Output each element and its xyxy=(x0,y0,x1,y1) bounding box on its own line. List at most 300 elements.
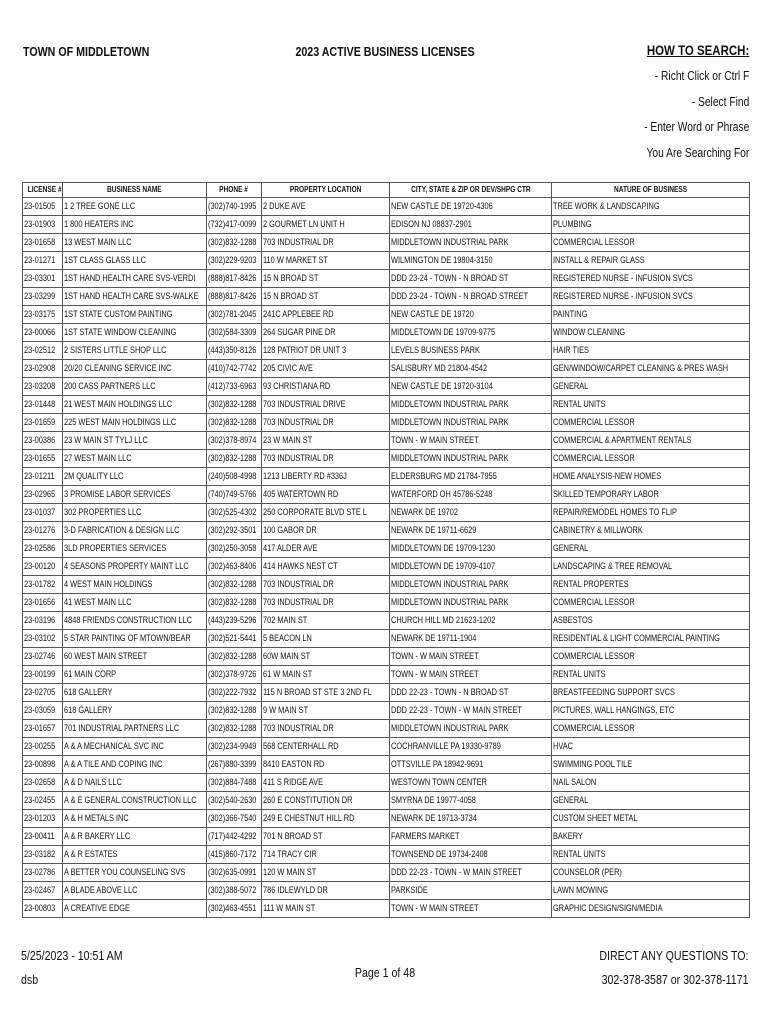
business-name-cell: 27 WEST MAIN LLC xyxy=(63,450,207,468)
business-name-cell: A & R ESTATES xyxy=(63,846,207,864)
phone-number-cell: (302)832-1288 xyxy=(207,576,262,594)
report-title: 2023 ACTIVE BUSINESS LICENSES xyxy=(295,44,475,59)
how-to-search-title: HOW TO SEARCH: xyxy=(646,42,749,58)
property-location-cell: 100 GABOR DR xyxy=(262,522,390,540)
property-location-cell: 417 ALDER AVE xyxy=(262,540,390,558)
phone-number-cell: (302)463-8406 xyxy=(207,558,262,576)
property-location-cell: 93 CHRISTIANA RD xyxy=(262,378,390,396)
business-name-cell: 2M QUALITY LLC xyxy=(63,468,207,486)
table-row xyxy=(23,630,750,648)
property-location-cell: 2 GOURMET LN UNIT H xyxy=(262,216,390,234)
nature-of-business-cell: PLUMBING xyxy=(552,216,750,234)
table-body xyxy=(23,198,750,918)
license-number-cell: 23-01211 xyxy=(23,468,63,486)
property-location-cell: 703 INDUSTRIAL DR xyxy=(262,720,390,738)
table-row xyxy=(23,792,750,810)
table-row xyxy=(23,234,750,252)
business-name-cell: 4848 FRIENDS CONSTRUCTION LLC xyxy=(63,612,207,630)
business-name-cell: A & R BAKERY LLC xyxy=(63,828,207,846)
phone-number-cell: (410)742-7742 xyxy=(207,360,262,378)
business-name-cell: A & D NAILS LLC xyxy=(63,774,207,792)
nature-of-business-cell: COMMERCIAL LESSOR xyxy=(552,450,750,468)
table-row xyxy=(23,396,750,414)
nature-of-business-cell: HAIR TIES xyxy=(552,342,750,360)
city-state-zip-cell: WESTOWN TOWN CENTER xyxy=(390,774,552,792)
table-row xyxy=(23,288,750,306)
property-location-cell: 405 WATERTOWN RD xyxy=(262,486,390,504)
phone-number-cell: (302)832-1288 xyxy=(207,648,262,666)
table-row xyxy=(23,306,750,324)
city-state-zip-cell: DDD 22-23 - TOWN - N BROAD ST xyxy=(390,684,552,702)
column-header: LICENSE # xyxy=(23,183,63,198)
table-row xyxy=(23,540,750,558)
table-row xyxy=(23,702,750,720)
business-name-cell: 61 MAIN CORP xyxy=(63,666,207,684)
table-row xyxy=(23,558,750,576)
property-location-cell: 414 HAWKS NEST CT xyxy=(262,558,390,576)
property-location-cell: 60W MAIN ST xyxy=(262,648,390,666)
license-number-cell: 23-02746 xyxy=(23,648,63,666)
page-number: Page 1 of 48 xyxy=(354,966,416,980)
property-location-cell: 703 INDUSTRIAL DRIVE xyxy=(262,396,390,414)
phone-number-cell: (302)832-1288 xyxy=(207,702,262,720)
table-row xyxy=(23,738,750,756)
license-number-cell: 23-03196 xyxy=(23,612,63,630)
property-location-cell: 110 W MARKET ST xyxy=(262,252,390,270)
city-state-zip-cell: MIDDLETOWN INDUSTRIAL PARK xyxy=(390,450,552,468)
property-location-cell: 205 CIVIC AVE xyxy=(262,360,390,378)
license-number-cell: 23-02705 xyxy=(23,684,63,702)
license-number-cell: 23-03208 xyxy=(23,378,63,396)
town-title: TOWN OF MIDDLETOWN xyxy=(23,44,150,59)
city-state-zip-cell: TOWNSEND DE 19734-2408 xyxy=(390,846,552,864)
city-state-zip-cell: NEW CASTLE DE 19720-3104 xyxy=(390,378,552,396)
license-number-cell: 23-01505 xyxy=(23,198,63,216)
city-state-zip-cell: SMYRNA DE 19977-4058 xyxy=(390,792,552,810)
property-location-cell: 250 CORPORATE BLVD STE L xyxy=(262,504,390,522)
nature-of-business-cell: LANDSCAPING & TREE REMOVAL xyxy=(552,558,750,576)
table-row xyxy=(23,576,750,594)
business-name-cell: 3LD PROPERTIES SERVICES xyxy=(63,540,207,558)
author-initials: dsb xyxy=(21,973,39,987)
city-state-zip-cell: MIDDLETOWN INDUSTRIAL PARK xyxy=(390,576,552,594)
city-state-zip-cell: LEVELS BUSINESS PARK xyxy=(390,342,552,360)
property-location-cell: 1213 LIBERTY RD #336J xyxy=(262,468,390,486)
city-state-zip-cell: MIDDLETOWN DE 19709-9775 xyxy=(390,324,552,342)
city-state-zip-cell: WILMINGTON DE 19804-3150 xyxy=(390,252,552,270)
license-number-cell: 23-00120 xyxy=(23,558,63,576)
phone-number-cell: (302)250-3058 xyxy=(207,540,262,558)
phone-number-cell: (302)292-3501 xyxy=(207,522,262,540)
phone-number-cell: (302)832-1288 xyxy=(207,594,262,612)
table-row xyxy=(23,198,750,216)
questions-label: DIRECT ANY QUESTIONS TO: xyxy=(599,949,749,963)
business-name-cell: 1 2 TREE GONE LLC xyxy=(63,198,207,216)
license-number-cell: 23-00803 xyxy=(23,900,63,918)
city-state-zip-cell: NEW CASTLE DE 19720 xyxy=(390,306,552,324)
nature-of-business-cell: ASBESTOS xyxy=(552,612,750,630)
business-name-cell: 23 W MAIN ST TYLJ LLC xyxy=(63,432,207,450)
property-location-cell: 128 PATRIOT DR UNIT 3 xyxy=(262,342,390,360)
phone-number-cell: (717)442-4292 xyxy=(207,828,262,846)
table-header-row xyxy=(23,183,750,198)
license-number-cell: 23-03301 xyxy=(23,270,63,288)
nature-of-business-cell: LAWN MOWING xyxy=(552,882,750,900)
table-row xyxy=(23,270,750,288)
property-location-cell: 260 E CONSTITUTION DR xyxy=(262,792,390,810)
table-row xyxy=(23,414,750,432)
license-number-cell: 23-00066 xyxy=(23,324,63,342)
table-row xyxy=(23,468,750,486)
phone-number-cell: (888)817-8426 xyxy=(207,270,262,288)
phone-number-cell: (302)463-4551 xyxy=(207,900,262,918)
property-location-cell: 703 INDUSTRIAL DR xyxy=(262,414,390,432)
business-name-cell: 1ST HAND HEALTH CARE SVS-VERDI xyxy=(63,270,207,288)
business-name-cell: 302 PROPERTIES LLC xyxy=(63,504,207,522)
phone-number-cell: (888)817-8426 xyxy=(207,288,262,306)
property-location-cell: 703 INDUSTRIAL DR xyxy=(262,450,390,468)
nature-of-business-cell: GENERAL xyxy=(552,792,750,810)
business-name-cell: 3-D FABRICATION & DESIGN LLC xyxy=(63,522,207,540)
business-name-cell: 4 WEST MAIN HOLDINGS xyxy=(63,576,207,594)
city-state-zip-cell: NEWARK DE 19702 xyxy=(390,504,552,522)
table-row xyxy=(23,720,750,738)
phone-number-cell: (302)832-1288 xyxy=(207,450,262,468)
column-header: CITY, STATE & ZIP OR DEV/SHPG CTR xyxy=(390,183,552,198)
license-number-cell: 23-00898 xyxy=(23,756,63,774)
property-location-cell: 411 S RIDGE AVE xyxy=(262,774,390,792)
city-state-zip-cell: MIDDLETOWN INDUSTRIAL PARK xyxy=(390,720,552,738)
table-row xyxy=(23,828,750,846)
city-state-zip-cell: ELDERSBURG MD 21784-7955 xyxy=(390,468,552,486)
table-row xyxy=(23,900,750,918)
license-number-cell: 23-01655 xyxy=(23,450,63,468)
nature-of-business-cell: WINDOW CLEANING xyxy=(552,324,750,342)
phone-number-cell: (443)239-5296 xyxy=(207,612,262,630)
phone-number-cell: (443)350-8126 xyxy=(207,342,262,360)
property-location-cell: 111 W MAIN ST xyxy=(262,900,390,918)
phone-number-cell: (302)832-1288 xyxy=(207,396,262,414)
property-location-cell: 264 SUGAR PINE DR xyxy=(262,324,390,342)
phone-number-cell: (302)781-2045 xyxy=(207,306,262,324)
phone-number-cell: (302)388-5072 xyxy=(207,882,262,900)
nature-of-business-cell: REGISTERED NURSE - INFUSION SVCS xyxy=(552,288,750,306)
phone-number-cell: (302)584-3309 xyxy=(207,324,262,342)
property-location-cell: 703 INDUSTRIAL DR xyxy=(262,594,390,612)
city-state-zip-cell: WATERFORD OH 45786-5248 xyxy=(390,486,552,504)
phone-number-cell: (302)740-1995 xyxy=(207,198,262,216)
nature-of-business-cell: REPAIR/REMODEL HOMES TO FLIP xyxy=(552,504,750,522)
city-state-zip-cell: COCHRANVILLE PA 19330-9789 xyxy=(390,738,552,756)
business-name-cell: 41 WEST MAIN LLC xyxy=(63,594,207,612)
property-location-cell: 2 DUKE AVE xyxy=(262,198,390,216)
city-state-zip-cell: NEWARK DE 19711-6629 xyxy=(390,522,552,540)
nature-of-business-cell: GENERAL xyxy=(552,378,750,396)
phone-number-cell: (412)733-6963 xyxy=(207,378,262,396)
phone-number-cell: (240)508-4998 xyxy=(207,468,262,486)
table-row xyxy=(23,756,750,774)
nature-of-business-cell: RENTAL UNITS xyxy=(552,666,750,684)
business-name-cell: 200 CASS PARTNERS LLC xyxy=(63,378,207,396)
business-name-cell: 60 WEST MAIN STREET xyxy=(63,648,207,666)
nature-of-business-cell: HVAC xyxy=(552,738,750,756)
business-name-cell: A BETTER YOU COUNSELING SVS xyxy=(63,864,207,882)
business-name-cell: 13 WEST MAIN LLC xyxy=(63,234,207,252)
license-number-cell: 23-01448 xyxy=(23,396,63,414)
table-row xyxy=(23,360,750,378)
property-location-cell: 249 E CHESTNUT HILL RD xyxy=(262,810,390,828)
phone-number-cell: (302)521-5441 xyxy=(207,630,262,648)
phone-number-cell: (302)234-9949 xyxy=(207,738,262,756)
nature-of-business-cell: TREE WORK & LANDSCAPING xyxy=(552,198,750,216)
city-state-zip-cell: MIDDLETOWN INDUSTRIAL PARK xyxy=(390,234,552,252)
phone-number-cell: (302)525-4302 xyxy=(207,504,262,522)
table-row xyxy=(23,342,750,360)
phone-number-cell: (302)540-2630 xyxy=(207,792,262,810)
business-name-cell: 2 SISTERS LITTLE SHOP LLC xyxy=(63,342,207,360)
nature-of-business-cell: NAIL SALON xyxy=(552,774,750,792)
property-location-cell: 703 INDUSTRIAL DR xyxy=(262,234,390,252)
nature-of-business-cell: RENTAL UNITS xyxy=(552,396,750,414)
license-number-cell: 23-03182 xyxy=(23,846,63,864)
business-name-cell: 618 GALLERY xyxy=(63,684,207,702)
license-number-cell: 23-02512 xyxy=(23,342,63,360)
phone-number-cell: (302)635-0991 xyxy=(207,864,262,882)
city-state-zip-cell: DDD 22-23 - TOWN - W MAIN STREET xyxy=(390,864,552,882)
nature-of-business-cell: RENTAL PROPERTES xyxy=(552,576,750,594)
city-state-zip-cell: MIDDLETOWN INDUSTRIAL PARK xyxy=(390,594,552,612)
license-number-cell: 23-01203 xyxy=(23,810,63,828)
nature-of-business-cell: GRAPHIC DESIGN/SIGN/MEDIA xyxy=(552,900,750,918)
business-name-cell: 20/20 CLEANING SERVICE INC xyxy=(63,360,207,378)
phone-number-cell: (302)832-1288 xyxy=(207,414,262,432)
how-to-search-line: - Select Find xyxy=(691,94,749,109)
property-location-cell: 714 TRACY CIR xyxy=(262,846,390,864)
license-number-cell: 23-02455 xyxy=(23,792,63,810)
business-name-cell: 1ST STATE WINDOW CLEANING xyxy=(63,324,207,342)
license-number-cell: 23-03175 xyxy=(23,306,63,324)
phone-number-cell: (267)880-3399 xyxy=(207,756,262,774)
business-name-cell: A & H METALS INC xyxy=(63,810,207,828)
license-number-cell: 23-00255 xyxy=(23,738,63,756)
nature-of-business-cell: CUSTOM SHEET METAL xyxy=(552,810,750,828)
nature-of-business-cell: GENERAL xyxy=(552,540,750,558)
city-state-zip-cell: TOWN - W MAIN STREET xyxy=(390,648,552,666)
city-state-zip-cell: MIDDLETOWN DE 19709-4107 xyxy=(390,558,552,576)
business-name-cell: 618 GALLERY xyxy=(63,702,207,720)
city-state-zip-cell: EDISON NJ 08837-2901 xyxy=(390,216,552,234)
footer-left xyxy=(21,944,123,992)
phone-number-cell: (740)749-5766 xyxy=(207,486,262,504)
column-header: BUSINESS NAME xyxy=(63,183,207,198)
city-state-zip-cell: TOWN - W MAIN STREET xyxy=(390,432,552,450)
print-date: 5/25/2023 - 10:51 AM xyxy=(21,949,123,963)
table-row xyxy=(23,684,750,702)
business-name-cell: 1 800 HEATERS INC xyxy=(63,216,207,234)
license-number-cell: 23-01782 xyxy=(23,576,63,594)
table-row xyxy=(23,882,750,900)
phone-number-cell: (302)884-7488 xyxy=(207,774,262,792)
nature-of-business-cell: HOME ANALYSIS-NEW HOMES xyxy=(552,468,750,486)
table-row xyxy=(23,522,750,540)
city-state-zip-cell: MIDDLETOWN INDUSTRIAL PARK xyxy=(390,414,552,432)
city-state-zip-cell: NEWARK DE 19711-1904 xyxy=(390,630,552,648)
city-state-zip-cell: DDD 23-24 - TOWN - N BROAD ST xyxy=(390,270,552,288)
column-header: PHONE # xyxy=(207,183,262,198)
license-number-cell: 23-03299 xyxy=(23,288,63,306)
city-state-zip-cell: DDD 23-24 - TOWN - N BROAD STREET xyxy=(390,288,552,306)
property-location-cell: 241C APPLEBEE RD xyxy=(262,306,390,324)
nature-of-business-cell: PAINTING xyxy=(552,306,750,324)
city-state-zip-cell: FARMERS MARKET xyxy=(390,828,552,846)
table-row xyxy=(23,846,750,864)
phone-number-cell: (415)860-7172 xyxy=(207,846,262,864)
license-number-cell: 23-01659 xyxy=(23,414,63,432)
license-number-cell: 23-02786 xyxy=(23,864,63,882)
license-number-cell: 23-01276 xyxy=(23,522,63,540)
nature-of-business-cell: COMMERCIAL LESSOR xyxy=(552,720,750,738)
table-row xyxy=(23,612,750,630)
license-number-cell: 23-00411 xyxy=(23,828,63,846)
nature-of-business-cell: GEN/WINDOW/CARPET CLEANING & PRES WASH xyxy=(552,360,750,378)
table-row xyxy=(23,252,750,270)
table-row xyxy=(23,486,750,504)
nature-of-business-cell: REGISTERED NURSE - INFUSION SVCS xyxy=(552,270,750,288)
nature-of-business-cell: COMMERCIAL & APARTMENT RENTALS xyxy=(552,432,750,450)
phone-number-cell: (302)366-7540 xyxy=(207,810,262,828)
table-row xyxy=(23,666,750,684)
license-number-cell: 23-03059 xyxy=(23,702,63,720)
table-row xyxy=(23,774,750,792)
table-row xyxy=(23,594,750,612)
city-state-zip-cell: CHURCH HILL MD 21623-1202 xyxy=(390,612,552,630)
nature-of-business-cell: RENTAL UNITS xyxy=(552,846,750,864)
nature-of-business-cell: COMMERCIAL LESSOR xyxy=(552,594,750,612)
license-number-cell: 23-01271 xyxy=(23,252,63,270)
nature-of-business-cell: BREASTFEEDING SUPPORT SVCS xyxy=(552,684,750,702)
how-to-search-line: - Enter Word or Phrase xyxy=(643,120,749,134)
table-row xyxy=(23,378,750,396)
license-table xyxy=(22,182,750,918)
nature-of-business-cell: COUNSELOR (PER) xyxy=(552,864,750,882)
license-number-cell: 23-02908 xyxy=(23,360,63,378)
license-number-cell: 23-01657 xyxy=(23,720,63,738)
business-name-cell: 4 SEASONS PROPERTY MAINT LLC xyxy=(63,558,207,576)
property-location-cell: 61 W MAIN ST xyxy=(262,666,390,684)
business-name-cell: 5 STAR PAINTING OF MTOWN/BEAR xyxy=(63,630,207,648)
property-location-cell: 120 W MAIN ST xyxy=(262,864,390,882)
business-name-cell: 21 WEST MAIN HOLDINGS LLC xyxy=(63,396,207,414)
nature-of-business-cell: INSTALL & REPAIR GLASS xyxy=(552,252,750,270)
property-location-cell: 703 INDUSTRIAL DR xyxy=(262,576,390,594)
license-number-cell: 23-03102 xyxy=(23,630,63,648)
footer-right xyxy=(600,944,749,992)
business-name-cell: 1ST HAND HEALTH CARE SVS-WALKE xyxy=(63,288,207,306)
property-location-cell: 15 N BROAD ST xyxy=(262,288,390,306)
city-state-zip-cell: OTTSVILLE PA 18942-9691 xyxy=(390,756,552,774)
table-row xyxy=(23,810,750,828)
nature-of-business-cell: COMMERCIAL LESSOR xyxy=(552,648,750,666)
city-state-zip-cell: MIDDLETOWN DE 19709-1230 xyxy=(390,540,552,558)
license-number-cell: 23-00386 xyxy=(23,432,63,450)
property-location-cell: 568 CENTERHALL RD xyxy=(262,738,390,756)
license-number-cell: 23-01656 xyxy=(23,594,63,612)
license-number-cell: 23-02467 xyxy=(23,882,63,900)
business-name-cell: 3 PROMISE LABOR SERVICES xyxy=(63,486,207,504)
city-state-zip-cell: DDD 22-23 - TOWN - W MAIN STREET xyxy=(390,702,552,720)
property-location-cell: 701 N BROAD ST xyxy=(262,828,390,846)
city-state-zip-cell: MIDDLETOWN INDUSTRIAL PARK xyxy=(390,396,552,414)
table-row xyxy=(23,432,750,450)
table-row xyxy=(23,450,750,468)
city-state-zip-cell: NEWARK DE 19713-3734 xyxy=(390,810,552,828)
business-name-cell: A & E GENERAL CONSTRUCTION LLC xyxy=(63,792,207,810)
nature-of-business-cell: SKILLED TEMPORARY LABOR xyxy=(552,486,750,504)
license-number-cell: 23-02586 xyxy=(23,540,63,558)
table-row xyxy=(23,216,750,234)
how-to-search-line: - Richt Click or Ctrl F xyxy=(654,69,749,83)
license-number-cell: 23-00199 xyxy=(23,666,63,684)
how-to-search-box xyxy=(621,42,749,166)
property-location-cell: 115 N BROAD ST STE 3 2ND FL xyxy=(262,684,390,702)
nature-of-business-cell: PICTURES, WALL HANGINGS, ETC xyxy=(552,702,750,720)
property-location-cell: 8410 EASTON RD xyxy=(262,756,390,774)
business-name-cell: A & A TILE AND COPING INC xyxy=(63,756,207,774)
property-location-cell: 15 N BROAD ST xyxy=(262,270,390,288)
nature-of-business-cell: COMMERCIAL LESSOR xyxy=(552,234,750,252)
city-state-zip-cell: PARKSIDE xyxy=(390,882,552,900)
nature-of-business-cell: SWIMMING POOL TILE xyxy=(552,756,750,774)
license-number-cell: 23-01037 xyxy=(23,504,63,522)
phone-number-cell: (732)417-0099 xyxy=(207,216,262,234)
column-header: NATURE OF BUSINESS xyxy=(552,183,750,198)
phone-number-cell: (302)378-9726 xyxy=(207,666,262,684)
business-name-cell: 1ST STATE CUSTOM PAINTING xyxy=(63,306,207,324)
table-row xyxy=(23,324,750,342)
city-state-zip-cell: TOWN - W MAIN STREET xyxy=(390,666,552,684)
phone-number-cell: (302)222-7932 xyxy=(207,684,262,702)
property-location-cell: 786 IDLEWYLD DR xyxy=(262,882,390,900)
table-row xyxy=(23,864,750,882)
business-name-cell: A BLADE ABOVE LLC xyxy=(63,882,207,900)
business-name-cell: 701 INDUSTRIAL PARTNERS LLC xyxy=(63,720,207,738)
city-state-zip-cell: TOWN - W MAIN STREET xyxy=(390,900,552,918)
nature-of-business-cell: RESIDENTIAL & LIGHT COMMERCIAL PAINTING xyxy=(552,630,750,648)
table-row xyxy=(23,648,750,666)
nature-of-business-cell: CABINETRY & MILLWORK xyxy=(552,522,750,540)
business-name-cell: A CREATIVE EDGE xyxy=(63,900,207,918)
nature-of-business-cell: COMMERCIAL LESSOR xyxy=(552,414,750,432)
contact-phones: 302-378-3587 or 302-378-1171 xyxy=(602,973,749,987)
nature-of-business-cell: BAKERY xyxy=(552,828,750,846)
phone-number-cell: (302)378-8974 xyxy=(207,432,262,450)
business-name-cell: 225 WEST MAIN HOLDINGS LLC xyxy=(63,414,207,432)
business-name-cell: 1ST CLASS GLASS LLC xyxy=(63,252,207,270)
phone-number-cell: (302)229-9203 xyxy=(207,252,262,270)
table-row xyxy=(23,504,750,522)
how-to-search-line: You Are Searching For xyxy=(646,145,749,160)
license-number-cell: 23-01658 xyxy=(23,234,63,252)
property-location-cell: 702 MAIN ST xyxy=(262,612,390,630)
license-number-cell: 23-01903 xyxy=(23,216,63,234)
property-location-cell: 23 W MAIN ST xyxy=(262,432,390,450)
phone-number-cell: (302)832-1288 xyxy=(207,720,262,738)
business-name-cell: A & A MECHANICAL SVC INC xyxy=(63,738,207,756)
license-number-cell: 23-02658 xyxy=(23,774,63,792)
city-state-zip-cell: NEW CASTLE DE 19720-4306 xyxy=(390,198,552,216)
property-location-cell: 9 W MAIN ST xyxy=(262,702,390,720)
city-state-zip-cell: SALISBURY MD 21804-4542 xyxy=(390,360,552,378)
